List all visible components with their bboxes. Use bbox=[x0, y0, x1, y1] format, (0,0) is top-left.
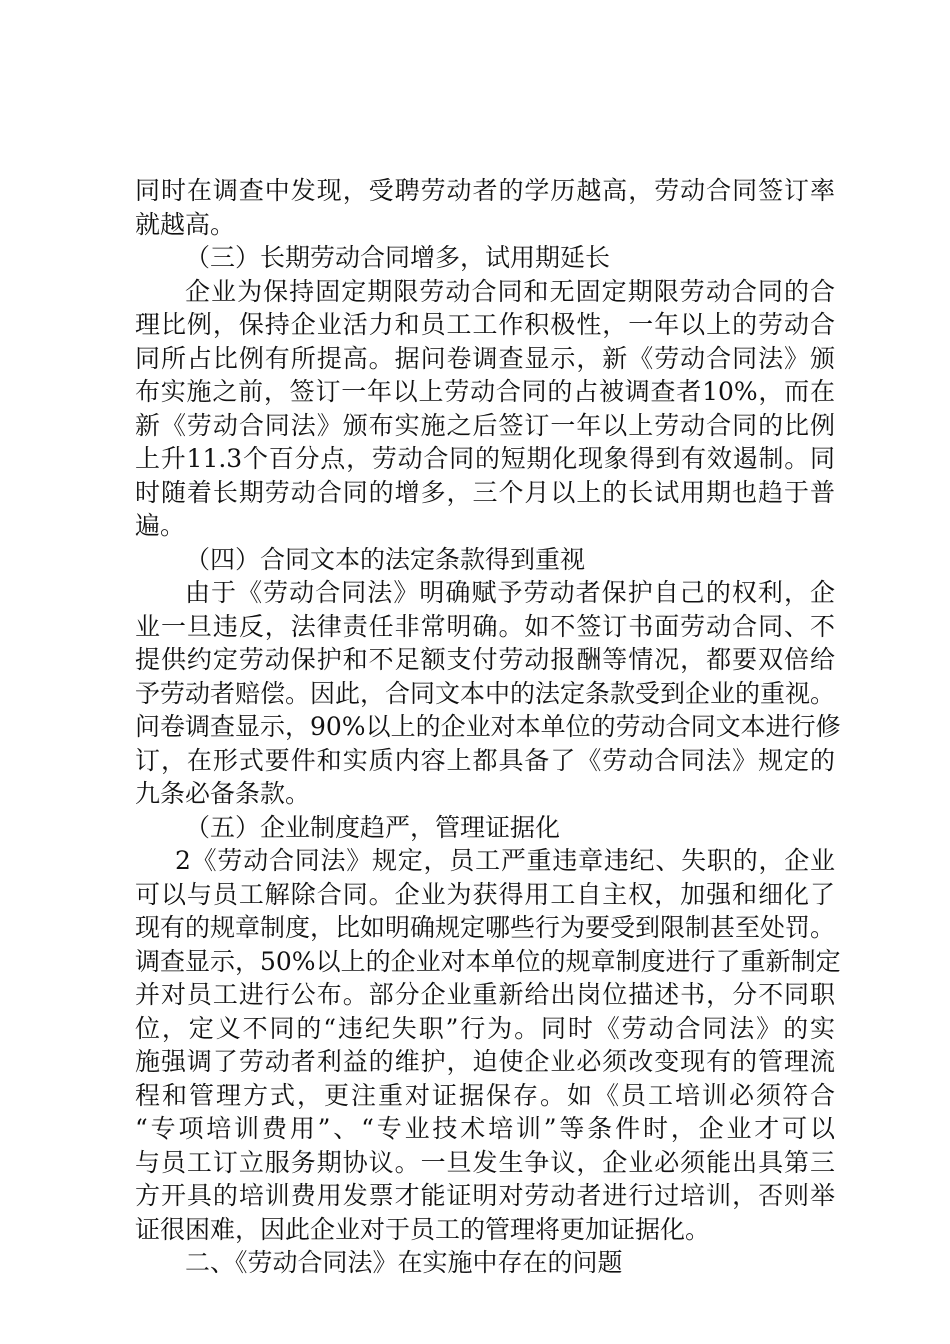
document-line: （五）企业制度趋严，管理证据化 bbox=[185, 812, 561, 842]
document-line: （三）长期劳动合同增多，试用期延长 bbox=[185, 243, 611, 272]
document-line: 并对员工进行公布。部分企业重新给出岗位描述书，分不同职 bbox=[135, 980, 835, 1009]
document-line: 企业为保持固定期限劳动合同和无固定期限劳动合同的合 bbox=[185, 276, 835, 306]
document-line: 上升11.3个百分点，劳动合同的短期化现象得到有效遏制。同 bbox=[135, 444, 835, 473]
document-line: 布实施之前，签订一年以上劳动合同的占被调查者10%，而在 bbox=[135, 377, 835, 406]
document-line: 业一旦违反，法律责任非常明确。如不签订书面劳动合同、不 bbox=[135, 611, 835, 641]
document-line: 同所占比例有所提高。据问卷调查显示，新《劳动合同法》颁 bbox=[135, 343, 835, 373]
document-line: 同时在调查中发现，受聘劳动者的学历越高，劳动合同签订率 bbox=[135, 176, 835, 205]
document-line: 施强调了劳动者利益的维护，迫使企业必须改变现有的管理流 bbox=[135, 1047, 835, 1076]
document-line: 可以与员工解除合同。企业为获得用工自主权，加强和细化了 bbox=[135, 879, 835, 909]
document-line: 方开具的培训费用发票才能证明对劳动者进行过培训，否则举 bbox=[135, 1181, 835, 1210]
document-line: 问卷调查显示，90%以上的企业对本单位的劳动合同文本进行修 bbox=[135, 712, 841, 741]
document-line: 调查显示，50%以上的企业对本单位的规章制度进行了重新制定 bbox=[135, 946, 841, 976]
document-line: 就越高。 bbox=[135, 209, 236, 239]
document-line: 新《劳动合同法》颁布实施之后签订一年以上劳动合同的比例 bbox=[135, 410, 835, 440]
document-line: （四）合同文本的法定条款得到重视 bbox=[185, 544, 586, 574]
document-line: 证很困难，因此企业对于员工的管理将更加证据化。 bbox=[135, 1214, 711, 1244]
document-line: 由于《劳动合同法》明确赋予劳动者保护自己的权利，企 bbox=[185, 578, 835, 607]
document-line: 与员工订立服务期协议。一旦发生争议，企业必须能出具第三 bbox=[135, 1147, 835, 1177]
document-line: 遍。 bbox=[135, 511, 186, 540]
document-line: 时随着长期劳动合同的增多，三个月以上的长试用期也趋于普 bbox=[135, 477, 835, 507]
document-line: “专项培训费用”、“专业技术培训”等条件时，企业才可以 bbox=[135, 1114, 835, 1143]
document-line: 位，定义不同的“违纪失职”行为。同时《劳动合同法》的实 bbox=[135, 1013, 835, 1043]
document-line: 订，在形式要件和实质内容上都具备了《劳动合同法》规定的 bbox=[135, 745, 835, 775]
document-line: 九条必备条款。 bbox=[135, 779, 311, 808]
document-line: 程和管理方式，更注重对证据保存。如《员工培训必须符合 bbox=[135, 1080, 835, 1110]
document-line: 现有的规章制度，比如明确规定哪些行为要受到限制甚至处罚。 bbox=[135, 913, 836, 942]
document-line: 二、《劳动合同法》在实施中存在的问题 bbox=[185, 1248, 623, 1277]
document-line: 理比例，保持企业活力和员工工作积极性，一年以上的劳动合 bbox=[135, 310, 835, 339]
document-line: 提供约定劳动保护和不足额支付劳动报酬等情况，都要双倍给 bbox=[135, 645, 835, 674]
document-body bbox=[135, 174, 841, 1280]
document-line: 2《劳动合同法》规定，员工严重违章违纪、失职的，企业 bbox=[175, 846, 835, 875]
document-line: 予劳动者赔偿。因此，合同文本中的法定条款受到企业的重视。 bbox=[135, 678, 836, 708]
